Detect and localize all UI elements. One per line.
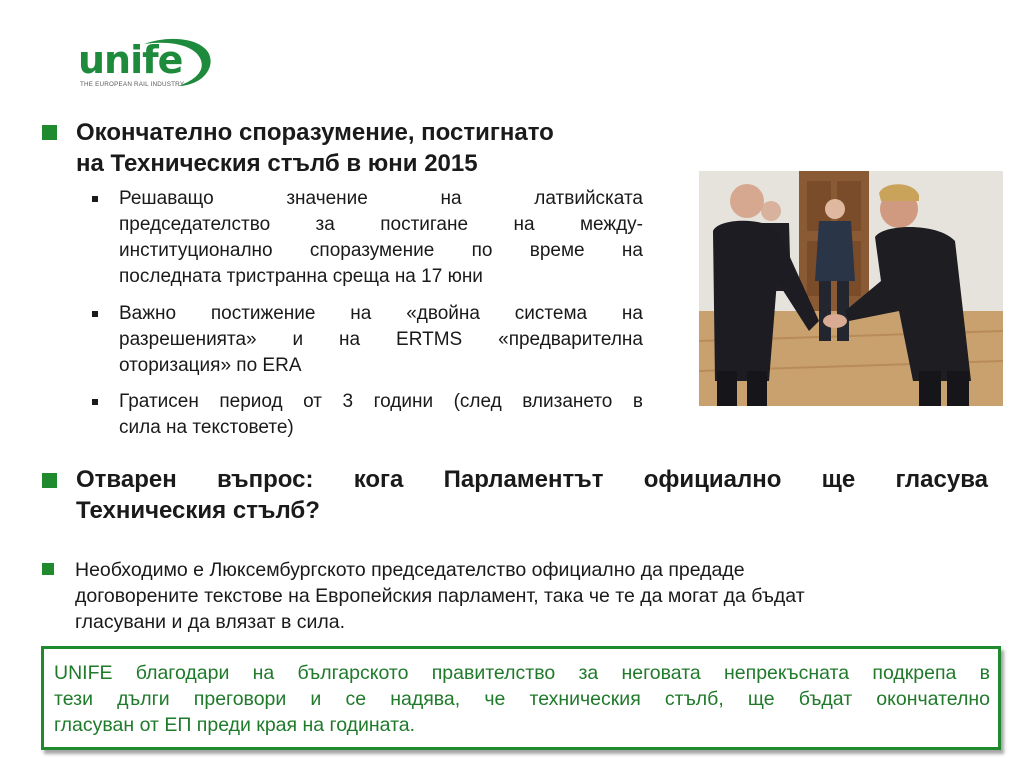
bullet-2-heading [76,464,988,526]
text-line: UNIFE благодари на българското правителство за неговата непрекъсната подкрепа в [54,662,990,684]
note-text [54,660,990,738]
sub-bullet-1-text [119,186,643,290]
text-line: последната тристранна среща на 17 юни [119,266,483,287]
bullet-1-heading [76,117,646,179]
bullet-square-icon [42,563,54,575]
text-line: договорените текстове на Европейския парламент, така че те да могат да бъдат [75,585,805,607]
unife-logo [78,36,218,92]
text-line: Необходимо е Люксембургското председателство официално да предаде [75,559,745,581]
bullet-2-heading-line-2: Техническия стълб? [76,497,320,524]
text-line: Гратисен период от 3 години (след влизането в [119,391,643,412]
sub-bullet-icon [92,196,98,202]
logo-tagline: THE EUROPEAN RAIL INDUSTRY [80,81,185,88]
text-line: Важно постижение на «двойна система на [119,303,643,324]
text-line: гласуван от ЕП преди края на годината. [54,714,416,736]
text-line: председателство за постигане на между- [119,214,643,235]
text-line: гласувани и да влязат в сила. [75,611,346,633]
bullet-2-heading-line-1: Отварен въпрос: кога Парламентът официално ще гласува [76,466,988,493]
bullet-1-heading-line-2: на Техническия стълб в юни 2015 [76,150,478,177]
text-line: институционално споразумение по време на [119,240,643,261]
text-line: сила на текстовете) [119,417,294,438]
text-line: разрешенията» и на ERTMS «предварителна [119,329,643,350]
photo-illustration [699,171,1003,406]
bullet-1-heading-line-1: Окончателно споразумение, постигнато [76,119,554,146]
logo-wordmark: unife [78,38,183,82]
text-line: оторизация» по ERA [119,355,302,376]
text-line: тези дълги преговори и се надява, че техническия стълб, ще бъдат окончателно [54,688,990,710]
handshake-photo [699,171,1003,406]
sub-bullet-icon [92,311,98,317]
sub-bullet-icon [92,399,98,405]
bullet-square-icon [42,473,57,488]
bullet-square-icon [42,125,57,140]
sub-bullet-2-text [119,301,643,379]
bullet-3-text [75,557,975,635]
text-line: Решаващо значение на латвийската [119,188,643,209]
sub-bullet-3-text [119,389,643,441]
